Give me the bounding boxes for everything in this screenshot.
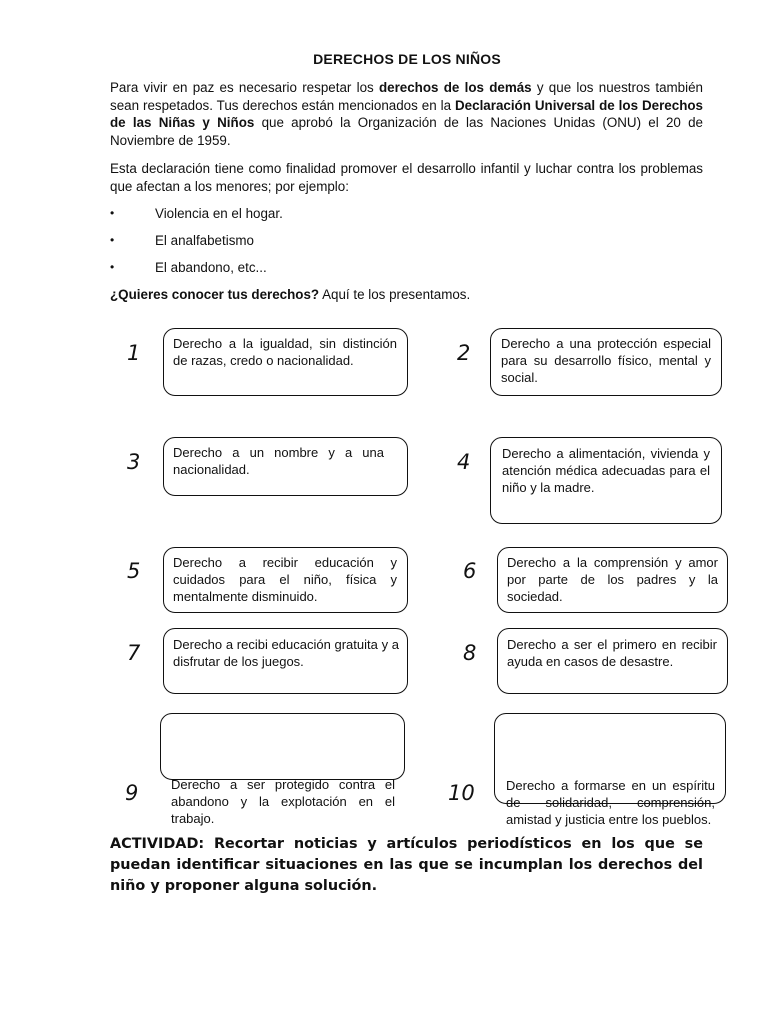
list-item-text: El abandono, etc... (155, 260, 267, 275)
right-text-8: Derecho a ser el primero en recibir ayuda en casos de desastre. (507, 637, 717, 669)
intro-text-3: que aprobó la Organización de las Naciones Unidas (ONU) el 20 de Noviembre de 1959. (110, 115, 703, 148)
bullet-icon: • (110, 260, 115, 274)
right-number-1: 1 (127, 341, 141, 365)
right-text-6: Derecho a la comprensión y amor por parte de los padres y la sociedad. (507, 555, 718, 604)
list-item-text: El analfabetismo (155, 233, 254, 248)
question-rest: Aquí te los presentamos. (319, 287, 471, 302)
right-text-7: Derecho a recibi educación gratuita y a disfrutar de los juegos. (173, 637, 399, 669)
intro-bold-2: Declaración Universal de los Derechos de las Niñas y Niños (110, 97, 704, 130)
right-text-3: Derecho a un nombre y a una nacionalidad. (173, 445, 384, 477)
question-bold: ¿Quieres conocer tus derechos? (110, 287, 320, 302)
purpose-paragraph: Esta declaración tiene como finalidad promover el desarrollo infantil y luchar contra los problemas que afectan a los menores; por ejemplo: (110, 161, 703, 194)
right-number-10: 10 (448, 781, 475, 805)
right-text-1: Derecho a la igualdad, sin distinción de razas, credo o nacionalidad. (173, 336, 397, 368)
right-number-7: 7 (127, 641, 141, 665)
question-line (110, 286, 703, 304)
right-number-4: 4 (457, 450, 471, 474)
intro-bold-1: derechos de los demás (378, 80, 532, 95)
right-text-9: Derecho a ser protegido contra el abandono y la explotación en el trabajo. (171, 777, 395, 826)
right-number-9: 9 (125, 781, 139, 805)
page-title: DERECHOS DE LOS NIÑOS (313, 51, 501, 67)
right-text-10: Derecho a formarse en un espíritu de solidaridad, comprensión, amistad y justicia entre los pueblos. (506, 778, 715, 827)
right-text-4: Derecho a alimentación, vivienda y atención médica adecuadas para el niño y la madre. (502, 446, 710, 495)
intro-paragraph (110, 79, 703, 149)
bullet-icon: • (110, 206, 115, 220)
right-text-2: Derecho a una protección especial para su desarrollo físico, mental y social. (501, 336, 711, 385)
activity-instructions: ACTIVIDAD: Recortar noticias y artículos periodísticos en los que se puedan identificar situaciones en las que se incumplan los derechos del niño y proponer alguna solución. (110, 836, 703, 894)
right-number-3: 3 (127, 450, 141, 474)
intro-text-2: y que los nuestros también sean respetados. Tus derechos están mencionados en la (110, 80, 703, 113)
right-number-2: 2 (457, 341, 471, 365)
list-item-text: Violencia en el hogar. (155, 206, 283, 221)
right-box-9 (160, 713, 405, 780)
right-number-5: 5 (127, 559, 141, 583)
right-number-8: 8 (463, 641, 477, 665)
right-text-5: Derecho a recibir educación y cuidados para el niño, física y mentalmente disminuido. (173, 555, 397, 604)
intro-text-1: Para vivir en paz es necesario respetar los (110, 80, 379, 95)
right-number-6: 6 (463, 559, 477, 583)
bullet-icon: • (110, 233, 115, 247)
